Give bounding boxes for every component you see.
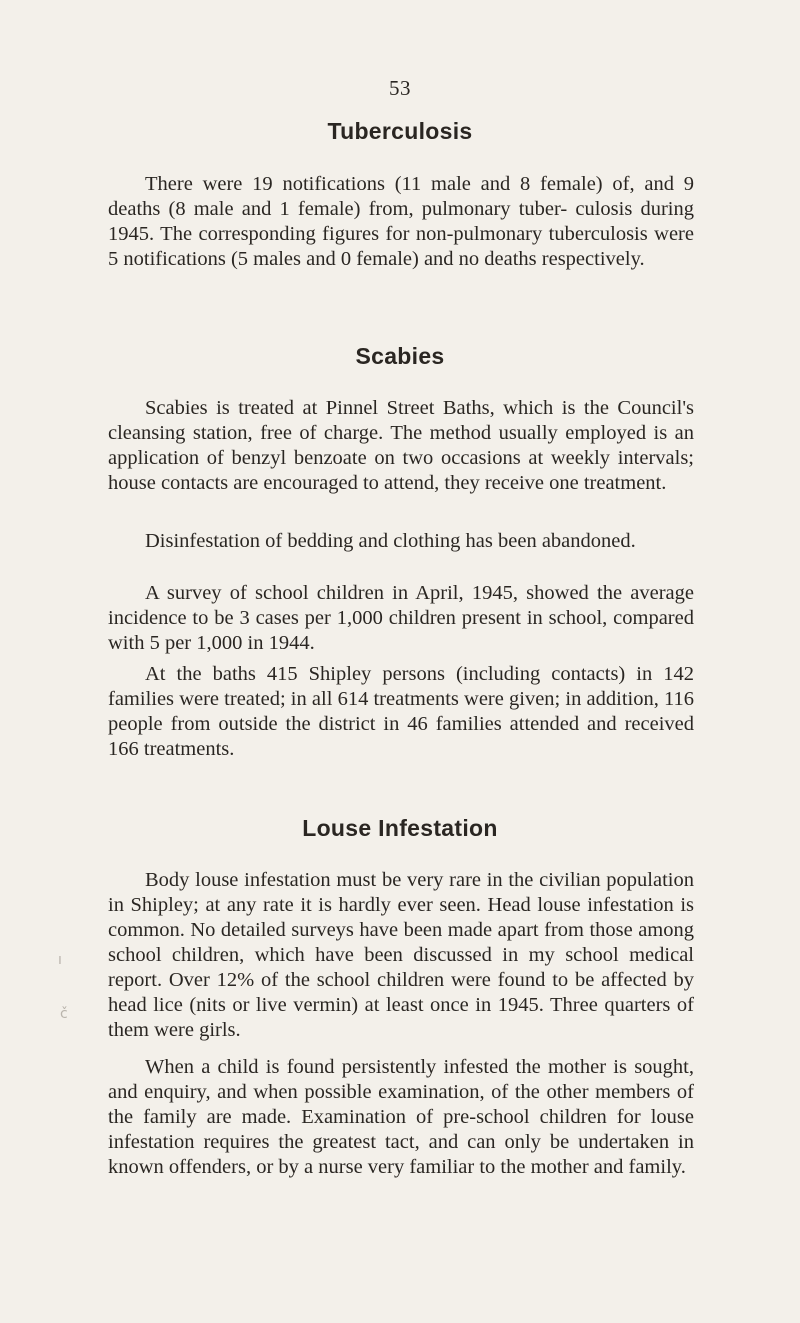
scabies-paragraph-3: A survey of school children in April, 1945, showed the average incidence to be 3 cases per 1,000 children present in school, compared with 5 per 1,000 in 1944. [108, 582, 694, 654]
scabies-paragraph-4: At the baths 415 Shipley persons (including contacts) in 142 families were treated; in all 614 treatments were given; in addition, 116 people from outside the district in 46 families attended and received 166 treatments. [108, 663, 694, 760]
tuberculosis-paragraph-1: There were 19 notifications (11 male and 8 female) of, and 9 deaths (8 male and 1 female) from, pulmonary tuber- culosis during 1945. The corresponding figures for non-pulmonary tuberculosis were 5 notifications (5 males and 0 female) and no deaths respectively. [108, 173, 694, 270]
section-heading-scabies: Scabies [355, 343, 445, 369]
louse-paragraph-1: Body louse infestation must be very rare in the civilian population in Shipley; at any rate it is hardly ever seen. Head louse infestation is common. No detailed surveys have been made apart from those among school children, which have been discussed in my school medical report. Over 12% of the school children were found to be affected by head lice (nits or live vermin) at least once in 1945. Three quarters of them were girls. [108, 869, 694, 1041]
scabies-paragraph-1: Scabies is treated at Pinnel Street Baths, which is the Council's cleansing station, free of charge. The method usually employed is an application of benzyl benzoate on two occasions at weekly intervals; house contacts are encouraged to attend, they receive one treatment. [108, 397, 694, 494]
page-number: 53 [389, 76, 411, 100]
bleed-through-mark: ı [58, 952, 62, 968]
section-heading-tuberculosis: Tuberculosis [327, 118, 473, 144]
louse-paragraph-2: When a child is found persistently infested the mother is sought, and enquiry, and when possible examination, of the other members of the family are made. Examination of pre-school children for louse infestation requires the greatest tact, and can only be undertaken in known offenders, or by a nurse very familiar to the mother and family. [108, 1056, 694, 1178]
bleed-through-mark: č [60, 1006, 68, 1022]
scabies-paragraph-2: Disinfestation of bedding and clothing has been abandoned. [145, 530, 636, 552]
section-heading-louse-infestation: Louse Infestation [302, 815, 498, 841]
